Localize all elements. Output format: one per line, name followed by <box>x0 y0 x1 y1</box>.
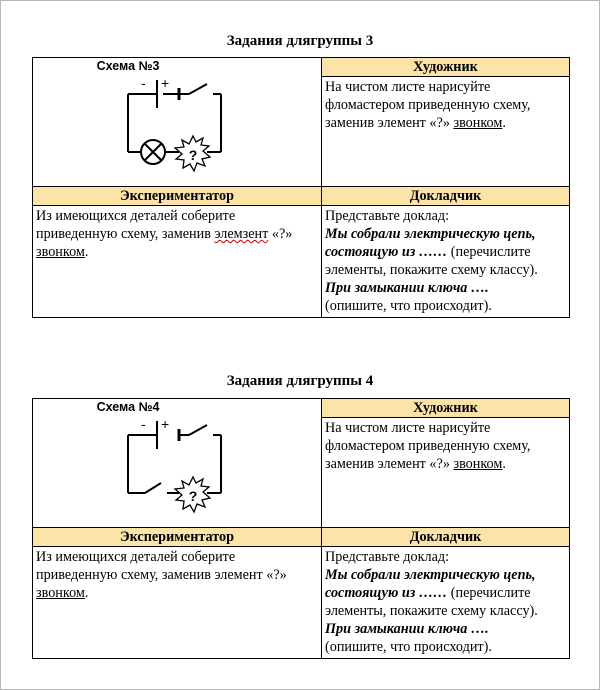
artist-text-4: На чистом листе нарисуйте фломастером приведенную схему, заменив элемент «?» звонком. <box>325 420 531 472</box>
speaker-header-3: Докладчик <box>322 187 570 206</box>
experimenter-header-3: Экспериментатор <box>33 187 322 206</box>
group-4-table <box>32 398 570 659</box>
minus-sign: - <box>141 416 146 432</box>
scheme-3-label: Схема №3 <box>96 59 160 73</box>
switch-blade <box>189 84 207 94</box>
scheme-4-cell <box>33 399 322 528</box>
unknown-symbol: ? <box>188 147 198 163</box>
group-4-title: Задания длягруппы 4 <box>226 373 374 389</box>
artist-header-3: Художник <box>322 58 569 77</box>
speaker-cell-3 <box>322 206 570 318</box>
speaker-header-4: Докладчик <box>322 528 570 547</box>
speaker-text-3: Представьте доклад: Мы собрали электрическую цепь, состоящую из …… (перечислите элементы, покажите схему классу). При замыкании ключа …. (опишите, что происходит). <box>325 208 538 314</box>
circuit-diagram-3 <box>33 58 321 186</box>
scheme-3-cell <box>33 58 322 187</box>
artist-cell-4 <box>322 399 570 528</box>
plus-sign: + <box>161 75 170 91</box>
artist-header-4: Художник <box>322 399 569 418</box>
artist-text-3: На чистом листе нарисуйте фломастером приведенную схему, заменив элемент «?» звонком. <box>325 79 531 131</box>
artist-cell-3 <box>322 58 570 187</box>
group-3-table <box>32 57 570 318</box>
minus-sign: - <box>141 75 146 91</box>
misspelled-word: элемзент <box>214 226 269 242</box>
switch-blade <box>189 425 207 435</box>
group-3-title: Задания длягруппы 3 <box>226 33 374 49</box>
circuit-diagram-4 <box>33 399 321 527</box>
speaker-cell-4 <box>322 547 570 659</box>
experimenter-cell-4 <box>33 547 322 659</box>
experimenter-cell-3 <box>33 206 322 318</box>
switch-blade-2 <box>145 483 161 493</box>
plus-sign: + <box>161 416 170 432</box>
scheme-4-label: Схема №4 <box>96 400 160 414</box>
unknown-symbol: ? <box>188 488 198 504</box>
experimenter-text-3: Из имеющихся деталей соберите приведенную схему, заменив элемзент «?» звонком. <box>36 208 293 260</box>
experimenter-header-4: Экспериментатор <box>33 528 322 547</box>
experimenter-text-4: Из имеющихся деталей соберите приведенную схему, заменив элемент «?» звонком. <box>36 549 287 601</box>
speaker-text-4: Представьте доклад: Мы собрали электрическую цепь, состоящую из …… (перечислите элементы, покажите схему классу). При замыкании ключа …. (опишите, что происходит). <box>325 549 538 655</box>
